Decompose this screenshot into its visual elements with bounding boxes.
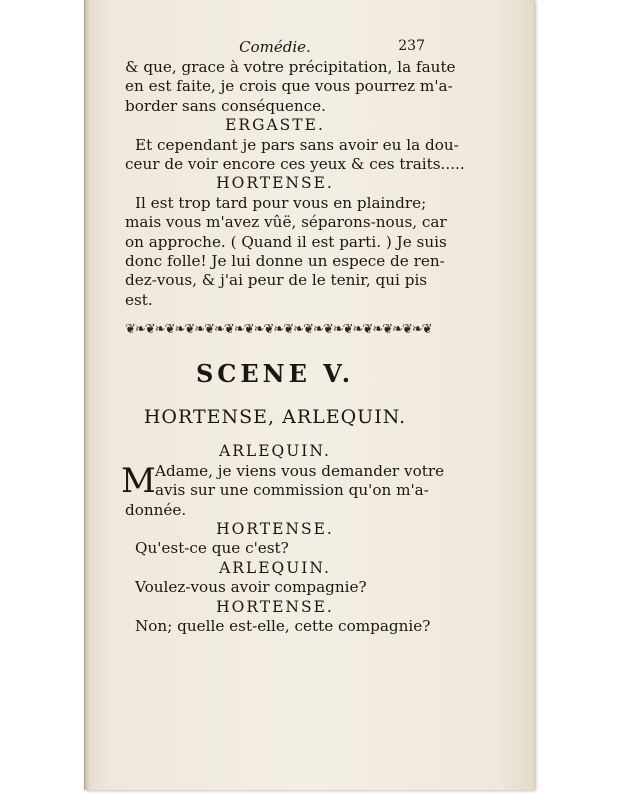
text-line: on approche. ( Quand il est parti. ) Je suis — [125, 232, 447, 251]
text-line: ceur de voir encore ces yeux & ces traits..... — [125, 155, 465, 174]
scene-characters: HORTENSE, ARLEQUIN. — [143, 406, 407, 429]
text-line: & que, grace à votre précipitation, la faute — [125, 58, 456, 76]
speaker-name: ARLEQUIN. — [219, 442, 331, 461]
text-line: est. — [125, 290, 153, 309]
text-line: en est faite, je crois que vous pourrez m'a- — [125, 77, 453, 96]
page-number: 237 — [398, 38, 425, 54]
speaker-name: HORTENSE. — [216, 174, 334, 193]
text-line: border sans conséquence. — [125, 96, 326, 115]
page-text-block — [121, 38, 465, 636]
text-line: Et cependant je pars sans avoir eu la dou- — [135, 135, 459, 154]
text-line: dez-vous, & j'ai peur de le tenir, qui pis — [125, 271, 428, 290]
text-line: Il est trop tard pour vous en plaindre; — [135, 193, 427, 212]
running-head-title: Comédie. — [239, 38, 311, 56]
speaker-name: HORTENSE. — [216, 597, 334, 616]
page-gutter-shadow — [84, 0, 90, 790]
text-line: Voulez-vous avoir compagnie? — [135, 578, 367, 597]
speaker-name: ARLEQUIN. — [219, 558, 331, 577]
ornamental-divider: ❦❧❦❧❦❧❦❧❦❧❦❧❦❧❦❧❦❧❦❧❦❧❦❧❦❧❦❧❦❧❦ — [125, 322, 432, 338]
speaker-name: HORTENSE. — [216, 519, 334, 538]
text-line: Non; quelle est-elle, cette compagnie? — [135, 616, 431, 635]
text-line: Qu'est-ce que c'est? — [135, 539, 289, 558]
arlequin-speech — [121, 460, 445, 520]
running-head — [125, 38, 425, 58]
text-line: avis sur une commission qu'on m'a- — [155, 481, 429, 500]
text-line: mais vous m'avez vûë, séparons-nous, car — [125, 213, 447, 232]
drop-cap: M — [121, 460, 156, 501]
text-line: donc folle! Je lui donne un espece de ren- — [125, 252, 445, 271]
text-line: Adame, je viens vous demander votre — [155, 461, 445, 480]
speaker-name: ERGASTE. — [225, 116, 325, 135]
scene-title: SCENE V. — [195, 359, 355, 389]
text-line: donnée. — [125, 500, 187, 519]
